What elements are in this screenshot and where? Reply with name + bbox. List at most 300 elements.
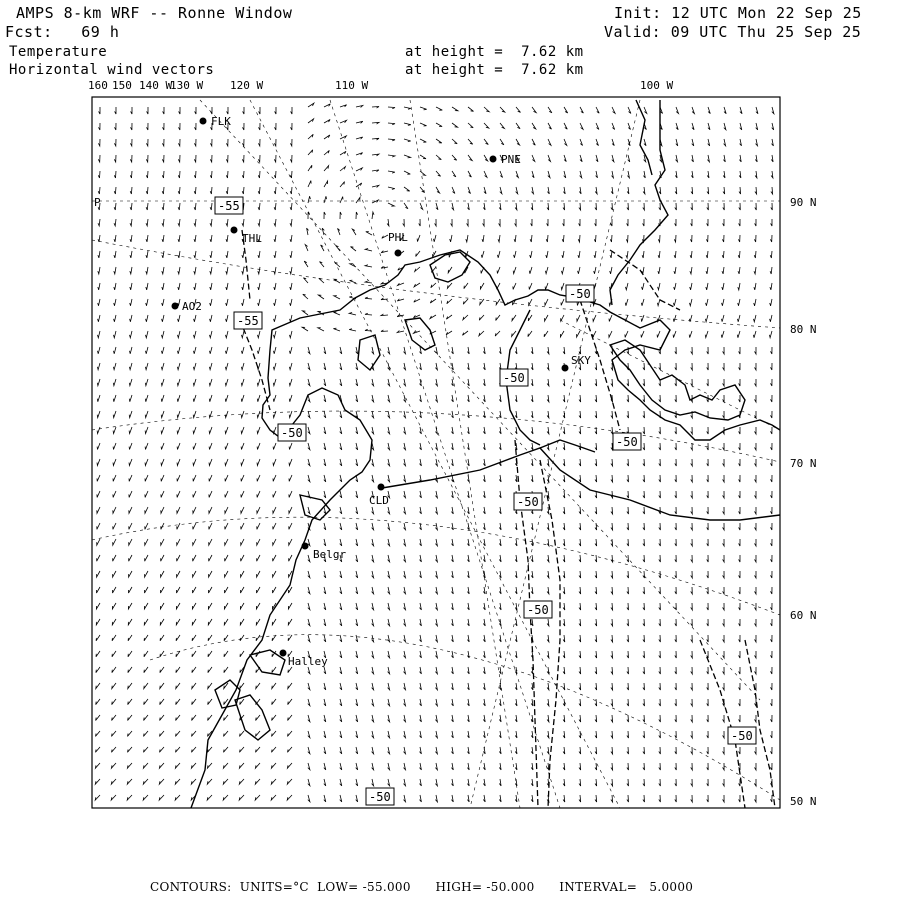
wind-vector bbox=[451, 555, 453, 562]
wind-vector bbox=[435, 411, 437, 418]
wind-vector bbox=[514, 235, 516, 242]
wind-vector bbox=[226, 267, 228, 274]
wind-vector bbox=[532, 123, 536, 129]
wind-vector bbox=[365, 329, 372, 331]
wind-vector bbox=[146, 283, 148, 290]
wind-vector bbox=[112, 747, 117, 752]
wind-vector bbox=[643, 763, 645, 770]
wind-vector bbox=[96, 667, 100, 673]
wind-vector bbox=[516, 107, 521, 112]
wind-vector bbox=[547, 363, 549, 370]
wind-vector bbox=[627, 747, 629, 754]
wind-vector bbox=[388, 123, 395, 125]
wind-vector bbox=[579, 539, 581, 546]
wind-vector bbox=[404, 475, 406, 482]
wind-vector bbox=[308, 715, 310, 722]
wind-vector bbox=[162, 283, 164, 290]
wind-vector bbox=[529, 267, 532, 274]
wind-vector bbox=[404, 619, 406, 626]
station-label-halley: Halley bbox=[288, 655, 328, 668]
wind-vector bbox=[388, 683, 390, 690]
wind-vector bbox=[351, 247, 357, 251]
wind-vector bbox=[675, 763, 677, 770]
wind-vector bbox=[643, 699, 645, 706]
wind-vector bbox=[627, 571, 629, 578]
wind-vector bbox=[178, 187, 180, 194]
wind-vector bbox=[95, 763, 100, 768]
wind-vector bbox=[435, 491, 437, 498]
wind-vector bbox=[579, 779, 581, 786]
wind-vector bbox=[242, 155, 244, 162]
wind-vector bbox=[272, 667, 276, 673]
wind-vector bbox=[755, 555, 757, 562]
wind-vector bbox=[755, 219, 756, 226]
wind-vector bbox=[208, 635, 212, 641]
wind-vector bbox=[563, 715, 565, 722]
wind-vector bbox=[97, 427, 100, 434]
wind-vector bbox=[738, 315, 741, 322]
wind-vector bbox=[723, 587, 725, 594]
wind-vector bbox=[707, 171, 709, 178]
wind-vector bbox=[274, 283, 276, 290]
wind-vector bbox=[130, 267, 132, 274]
wind-vector bbox=[563, 347, 565, 354]
wind-vector bbox=[259, 107, 260, 114]
wind-vector bbox=[772, 123, 774, 130]
wind-vector bbox=[739, 667, 740, 674]
wind-vector bbox=[483, 603, 485, 610]
wind-vector bbox=[628, 107, 631, 113]
wind-vector bbox=[144, 731, 149, 736]
wind-vector bbox=[447, 283, 452, 288]
wind-vector bbox=[98, 347, 101, 354]
wind-vector bbox=[755, 363, 757, 370]
wind-vector bbox=[224, 667, 228, 673]
wind-vector bbox=[675, 219, 676, 226]
wind-vector bbox=[483, 795, 485, 802]
wind-vector bbox=[739, 635, 740, 642]
wind-vector bbox=[739, 651, 740, 658]
wind-vector bbox=[659, 363, 661, 370]
wind-vector bbox=[210, 235, 212, 242]
wind-vector bbox=[404, 363, 406, 370]
wind-vector bbox=[160, 731, 165, 736]
wind-vector bbox=[579, 187, 581, 194]
wind-vector bbox=[595, 555, 597, 562]
wind-vector bbox=[420, 491, 422, 498]
wind-vector bbox=[130, 235, 132, 242]
wind-vector bbox=[499, 411, 501, 418]
station-label-pne: PNE bbox=[501, 153, 521, 166]
wind-vector bbox=[771, 667, 773, 674]
wind-vector bbox=[193, 507, 196, 513]
wind-vector bbox=[114, 219, 116, 226]
wind-vector bbox=[595, 587, 597, 594]
wind-vector bbox=[547, 459, 549, 466]
wind-vector bbox=[594, 251, 596, 258]
wind-vector bbox=[739, 379, 740, 386]
wind-vector bbox=[578, 235, 580, 242]
wind-vector bbox=[706, 251, 708, 258]
wind-vector bbox=[114, 251, 116, 258]
wind-vector bbox=[303, 278, 308, 283]
wind-vector bbox=[674, 235, 676, 242]
wind-vector bbox=[451, 491, 453, 498]
wind-vector bbox=[240, 619, 244, 625]
wind-vector bbox=[611, 203, 613, 210]
wind-vector bbox=[675, 171, 677, 178]
wind-vector bbox=[626, 235, 628, 242]
wind-vector bbox=[144, 635, 148, 641]
wind-vector bbox=[420, 635, 422, 642]
wind-vector bbox=[324, 795, 326, 802]
wind-vector bbox=[324, 539, 326, 546]
wind-vector bbox=[273, 491, 276, 497]
wind-vector bbox=[755, 651, 757, 658]
wind-vector bbox=[113, 411, 116, 418]
wind-vector bbox=[611, 507, 613, 514]
wind-vector bbox=[308, 119, 314, 123]
wind-vector bbox=[257, 379, 260, 386]
wind-vector bbox=[388, 571, 390, 578]
wind-vector bbox=[467, 379, 469, 386]
wind-vector bbox=[644, 139, 646, 146]
wind-vector bbox=[404, 651, 406, 658]
wind-vector bbox=[225, 363, 228, 370]
wind-vector bbox=[145, 523, 148, 529]
wind-vector bbox=[209, 587, 213, 593]
wind-vector bbox=[130, 251, 132, 258]
wind-vector bbox=[659, 795, 661, 802]
wind-vector bbox=[178, 251, 180, 258]
wind-vector bbox=[563, 683, 565, 690]
wind-vector bbox=[675, 747, 677, 754]
wind-vector bbox=[162, 267, 164, 274]
wind-vector bbox=[771, 187, 773, 194]
wind-vector bbox=[515, 555, 517, 562]
wind-vector bbox=[755, 347, 757, 354]
wind-vector bbox=[755, 155, 757, 162]
wind-vector bbox=[242, 171, 244, 178]
wind-vector bbox=[308, 603, 310, 610]
wind-vector bbox=[500, 171, 503, 178]
wind-vector bbox=[739, 619, 740, 626]
wind-vector bbox=[97, 395, 100, 402]
wind-vector bbox=[579, 651, 581, 658]
wind-vector bbox=[340, 212, 342, 219]
wind-vector bbox=[113, 539, 116, 545]
pole-label: P bbox=[94, 196, 101, 209]
wind-vector bbox=[467, 203, 469, 210]
wind-vector bbox=[372, 170, 379, 172]
station-marker bbox=[395, 250, 402, 257]
wind-vector bbox=[627, 619, 629, 626]
wind-vector bbox=[561, 283, 564, 290]
wind-vector bbox=[545, 267, 548, 274]
wind-vector bbox=[144, 603, 148, 609]
wind-vector bbox=[242, 283, 244, 290]
wind-vector bbox=[274, 139, 276, 146]
wind-vector bbox=[451, 379, 453, 386]
wind-vector bbox=[643, 363, 645, 370]
wind-vector bbox=[225, 539, 228, 545]
wind-vector bbox=[483, 379, 485, 386]
wind-vector bbox=[241, 587, 245, 593]
wind-vector bbox=[308, 150, 313, 155]
wind-vector bbox=[420, 667, 422, 674]
wind-vector bbox=[98, 235, 100, 242]
wind-vector bbox=[723, 171, 725, 178]
wind-vector bbox=[516, 171, 518, 178]
wind-vector bbox=[513, 267, 516, 274]
wind-vector bbox=[324, 731, 326, 738]
wind-vector bbox=[659, 427, 661, 434]
wind-vector bbox=[340, 363, 342, 370]
wind-vector bbox=[290, 139, 292, 146]
wind-vector bbox=[324, 459, 326, 466]
wind-vector bbox=[372, 475, 374, 482]
wind-vector bbox=[257, 571, 260, 577]
wind-vector bbox=[225, 587, 229, 593]
wind-vector bbox=[162, 139, 164, 146]
wind-vector bbox=[659, 683, 661, 690]
wind-vector bbox=[256, 715, 260, 721]
wind-vector bbox=[659, 203, 661, 210]
init-time: Init: 12 UTC Mon 22 Sep 25 bbox=[614, 4, 862, 22]
wind-vector bbox=[707, 523, 709, 530]
wind-vector bbox=[208, 683, 212, 689]
wind-vector bbox=[596, 139, 599, 146]
wind-vector bbox=[404, 123, 411, 125]
wind-vector bbox=[340, 197, 343, 203]
wind-vector bbox=[356, 347, 358, 354]
wind-vector bbox=[404, 347, 406, 354]
wind-vector bbox=[707, 683, 709, 690]
wind-vector bbox=[177, 363, 180, 370]
wind-vector bbox=[324, 363, 326, 370]
wind-vector bbox=[676, 155, 678, 162]
wind-vector bbox=[356, 715, 358, 722]
station-label-belgr: Belgr bbox=[313, 548, 347, 561]
wind-vector bbox=[705, 331, 708, 338]
wind-vector bbox=[643, 731, 645, 738]
wind-vector bbox=[225, 459, 228, 466]
wind-vector bbox=[446, 315, 452, 319]
wind-vector bbox=[627, 347, 629, 354]
wind-vector bbox=[324, 166, 329, 171]
wind-vector bbox=[178, 155, 180, 162]
wind-vector bbox=[194, 187, 196, 194]
wind-vector bbox=[531, 475, 533, 482]
wind-vector bbox=[207, 763, 212, 768]
valid-time: Valid: 09 UTC Thu 25 Sep 25 bbox=[604, 23, 862, 41]
wind-vector bbox=[611, 587, 613, 594]
wind-vector bbox=[446, 331, 452, 335]
wind-vector bbox=[194, 235, 196, 242]
wind-vector bbox=[145, 411, 148, 418]
wind-vector bbox=[291, 107, 292, 114]
wind-vector bbox=[435, 795, 437, 802]
wind-vector bbox=[499, 731, 501, 738]
wind-vector bbox=[499, 443, 501, 450]
wind-vector bbox=[755, 635, 757, 642]
wind-vector bbox=[483, 507, 485, 514]
wind-vector bbox=[113, 587, 117, 593]
wind-vector bbox=[739, 459, 740, 466]
wind-vector bbox=[707, 427, 709, 434]
wind-vector bbox=[161, 395, 164, 402]
wind-vector bbox=[255, 795, 260, 800]
wind-vector bbox=[242, 251, 244, 258]
wind-vector bbox=[771, 587, 773, 594]
wind-vector bbox=[563, 459, 565, 466]
wind-vector bbox=[404, 699, 406, 706]
wind-vector bbox=[420, 347, 422, 354]
wind-vector bbox=[324, 443, 326, 450]
wind-vector bbox=[160, 667, 164, 673]
wind-vector bbox=[128, 715, 132, 721]
wind-vector bbox=[739, 395, 740, 402]
wind-vector bbox=[627, 699, 629, 706]
wind-vector bbox=[404, 683, 406, 690]
wind-vector bbox=[144, 619, 148, 625]
wind-vector bbox=[324, 411, 326, 418]
wind-vector bbox=[381, 330, 388, 332]
wind-vector bbox=[194, 267, 196, 274]
wind-vector bbox=[755, 491, 757, 498]
wind-vector bbox=[738, 235, 740, 242]
wind-vector bbox=[435, 427, 437, 434]
wind-vector bbox=[595, 619, 597, 626]
wind-vector bbox=[723, 523, 725, 530]
wind-vector bbox=[97, 475, 100, 481]
wind-vector bbox=[145, 443, 148, 450]
wind-vector bbox=[612, 155, 614, 162]
wind-vector bbox=[771, 555, 773, 562]
wind-vector bbox=[435, 219, 437, 226]
wind-vector bbox=[627, 507, 629, 514]
wind-vector bbox=[451, 747, 453, 754]
wind-vector bbox=[563, 571, 565, 578]
wind-vector bbox=[242, 299, 244, 306]
wind-vector bbox=[675, 187, 677, 194]
station-marker bbox=[280, 650, 287, 657]
wind-vector bbox=[435, 683, 437, 690]
wind-vector bbox=[643, 219, 644, 226]
wind-vector bbox=[467, 507, 469, 514]
wind-vector bbox=[273, 555, 276, 561]
wind-vector bbox=[531, 443, 533, 450]
wind-vector bbox=[435, 363, 437, 370]
wind-vector bbox=[659, 539, 661, 546]
wind-vector bbox=[531, 395, 533, 402]
wind-vector bbox=[420, 155, 426, 159]
wind-vector bbox=[563, 411, 565, 418]
wind-vector bbox=[705, 315, 708, 322]
wind-vector bbox=[468, 155, 472, 161]
wind-vector bbox=[547, 347, 549, 354]
wind-vector bbox=[467, 747, 469, 754]
wind-vector bbox=[98, 267, 100, 274]
wind-vector bbox=[755, 411, 757, 418]
wind-vector bbox=[372, 619, 374, 626]
wind-vector bbox=[756, 107, 758, 114]
wind-vector bbox=[388, 635, 390, 642]
wind-vector bbox=[548, 155, 551, 162]
wind-vector bbox=[579, 219, 580, 226]
wind-vector bbox=[372, 411, 374, 418]
wind-vector bbox=[381, 266, 388, 268]
wind-vector bbox=[611, 747, 613, 754]
wind-vector bbox=[673, 315, 676, 322]
wind-vector bbox=[467, 459, 469, 466]
wind-vector bbox=[691, 795, 693, 802]
wind-vector bbox=[515, 699, 517, 706]
wind-vector bbox=[499, 347, 501, 354]
wind-vector bbox=[225, 571, 228, 577]
top-longitude-labels bbox=[88, 79, 673, 92]
wind-vector bbox=[770, 315, 772, 322]
wind-vector bbox=[723, 459, 725, 466]
wind-vector bbox=[691, 187, 693, 194]
wind-vector bbox=[739, 571, 740, 578]
wind-vector bbox=[98, 155, 100, 162]
wind-vector bbox=[113, 363, 116, 370]
wind-vector bbox=[531, 523, 533, 530]
wind-vector bbox=[579, 667, 581, 674]
wind-vector bbox=[324, 491, 326, 498]
wind-vector bbox=[452, 203, 454, 210]
wind-vector bbox=[658, 267, 660, 274]
wind-vector bbox=[563, 779, 565, 786]
wind-vector bbox=[707, 219, 708, 226]
wind-vector bbox=[547, 699, 549, 706]
wind-vector bbox=[318, 295, 324, 299]
wind-vector bbox=[113, 523, 116, 529]
wind-vector bbox=[595, 635, 597, 642]
wind-vector bbox=[562, 267, 565, 274]
wind-vector bbox=[467, 779, 469, 786]
wind-vector bbox=[161, 459, 164, 466]
wind-vector bbox=[595, 507, 597, 514]
wind-vector bbox=[722, 315, 725, 322]
wind-vector bbox=[177, 523, 180, 529]
wind-vector bbox=[515, 203, 517, 210]
wind-vector bbox=[754, 267, 756, 274]
wind-vector bbox=[356, 212, 358, 219]
wind-vector bbox=[707, 555, 709, 562]
wind-vector bbox=[176, 635, 180, 641]
wind-vector bbox=[431, 283, 436, 288]
wind-vector bbox=[129, 555, 132, 561]
wind-vector bbox=[611, 683, 613, 690]
wind-vector bbox=[334, 296, 340, 299]
wind-vector bbox=[563, 651, 565, 658]
wind-vector bbox=[770, 283, 772, 290]
wind-vector bbox=[578, 267, 580, 274]
wind-vector bbox=[627, 683, 629, 690]
wind-vector bbox=[753, 331, 756, 338]
wind-vector bbox=[96, 619, 100, 625]
wind-vector bbox=[178, 315, 180, 322]
wind-vector bbox=[531, 731, 533, 738]
wind-vector bbox=[595, 459, 597, 466]
wind-vector bbox=[468, 107, 474, 111]
wind-vector bbox=[192, 667, 196, 673]
wind-vector bbox=[178, 139, 180, 146]
wind-vector bbox=[175, 795, 180, 800]
wind-vector bbox=[691, 635, 693, 642]
